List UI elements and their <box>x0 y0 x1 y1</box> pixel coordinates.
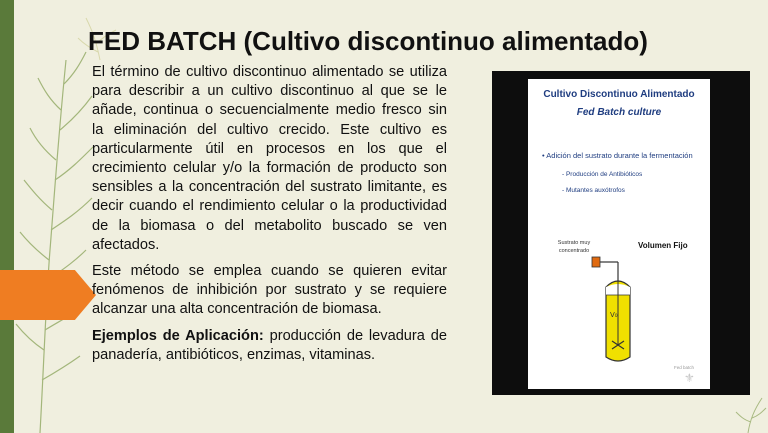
figure-sub-item-1: - Producción de Antibióticos <box>562 171 643 178</box>
vessel-symbol: V₀ <box>610 311 618 319</box>
figure-sub-item-2: - Mutantes auxótrofos <box>562 187 625 194</box>
feed-label: Sustrato muy concentrado <box>557 240 591 254</box>
paragraph-usage: Este método se emplea cuando se quieren evitar fenómenos de inhibición por sustrato y se requiere alcanzar una alta concentración de biomasa. <box>92 263 447 318</box>
figure-footer: Fed batch <box>674 365 695 370</box>
paragraph-definition: El término de cultivo discontinuo alimentado se utiliza para describir a un cultivo discontinuo al que se le añade, continua o secuencialmente medio fresco sin la eliminación del cultivo crecido. Este cultivo es particularmente útil en procesos en los que el crecimiento celular y/o la formación de producto son sensibles a la concentración del sustrato limitante, es decir cuando el rendimiento celular o la productividad de la biomasa o del metabolito buscado se ven afectados. <box>92 64 447 253</box>
figure-image <box>528 79 710 389</box>
fern-corner-icon <box>728 390 768 433</box>
body-text <box>92 63 447 372</box>
figure-subtitle: Fed Batch culture <box>576 107 662 118</box>
watermark-icon: ⚜ <box>684 371 695 385</box>
figure-frame <box>492 71 750 395</box>
figure-bullet: • Adición del sustrato durante la fermentación <box>542 151 693 160</box>
bioreactor-icon <box>588 237 658 367</box>
examples-text: producción de levadura de panadería, antibióticos, enzimas, vitaminas. <box>92 327 447 363</box>
slide-title: FED BATCH (Cultivo discontinuo alimentado) <box>88 26 648 56</box>
paragraph-examples <box>92 327 447 365</box>
figure-title: Cultivo Discontinuo Alimentado <box>543 89 695 100</box>
examples-label: Ejemplos de Aplicación: <box>92 327 264 344</box>
volume-label: Volumen Fijo <box>638 241 688 250</box>
